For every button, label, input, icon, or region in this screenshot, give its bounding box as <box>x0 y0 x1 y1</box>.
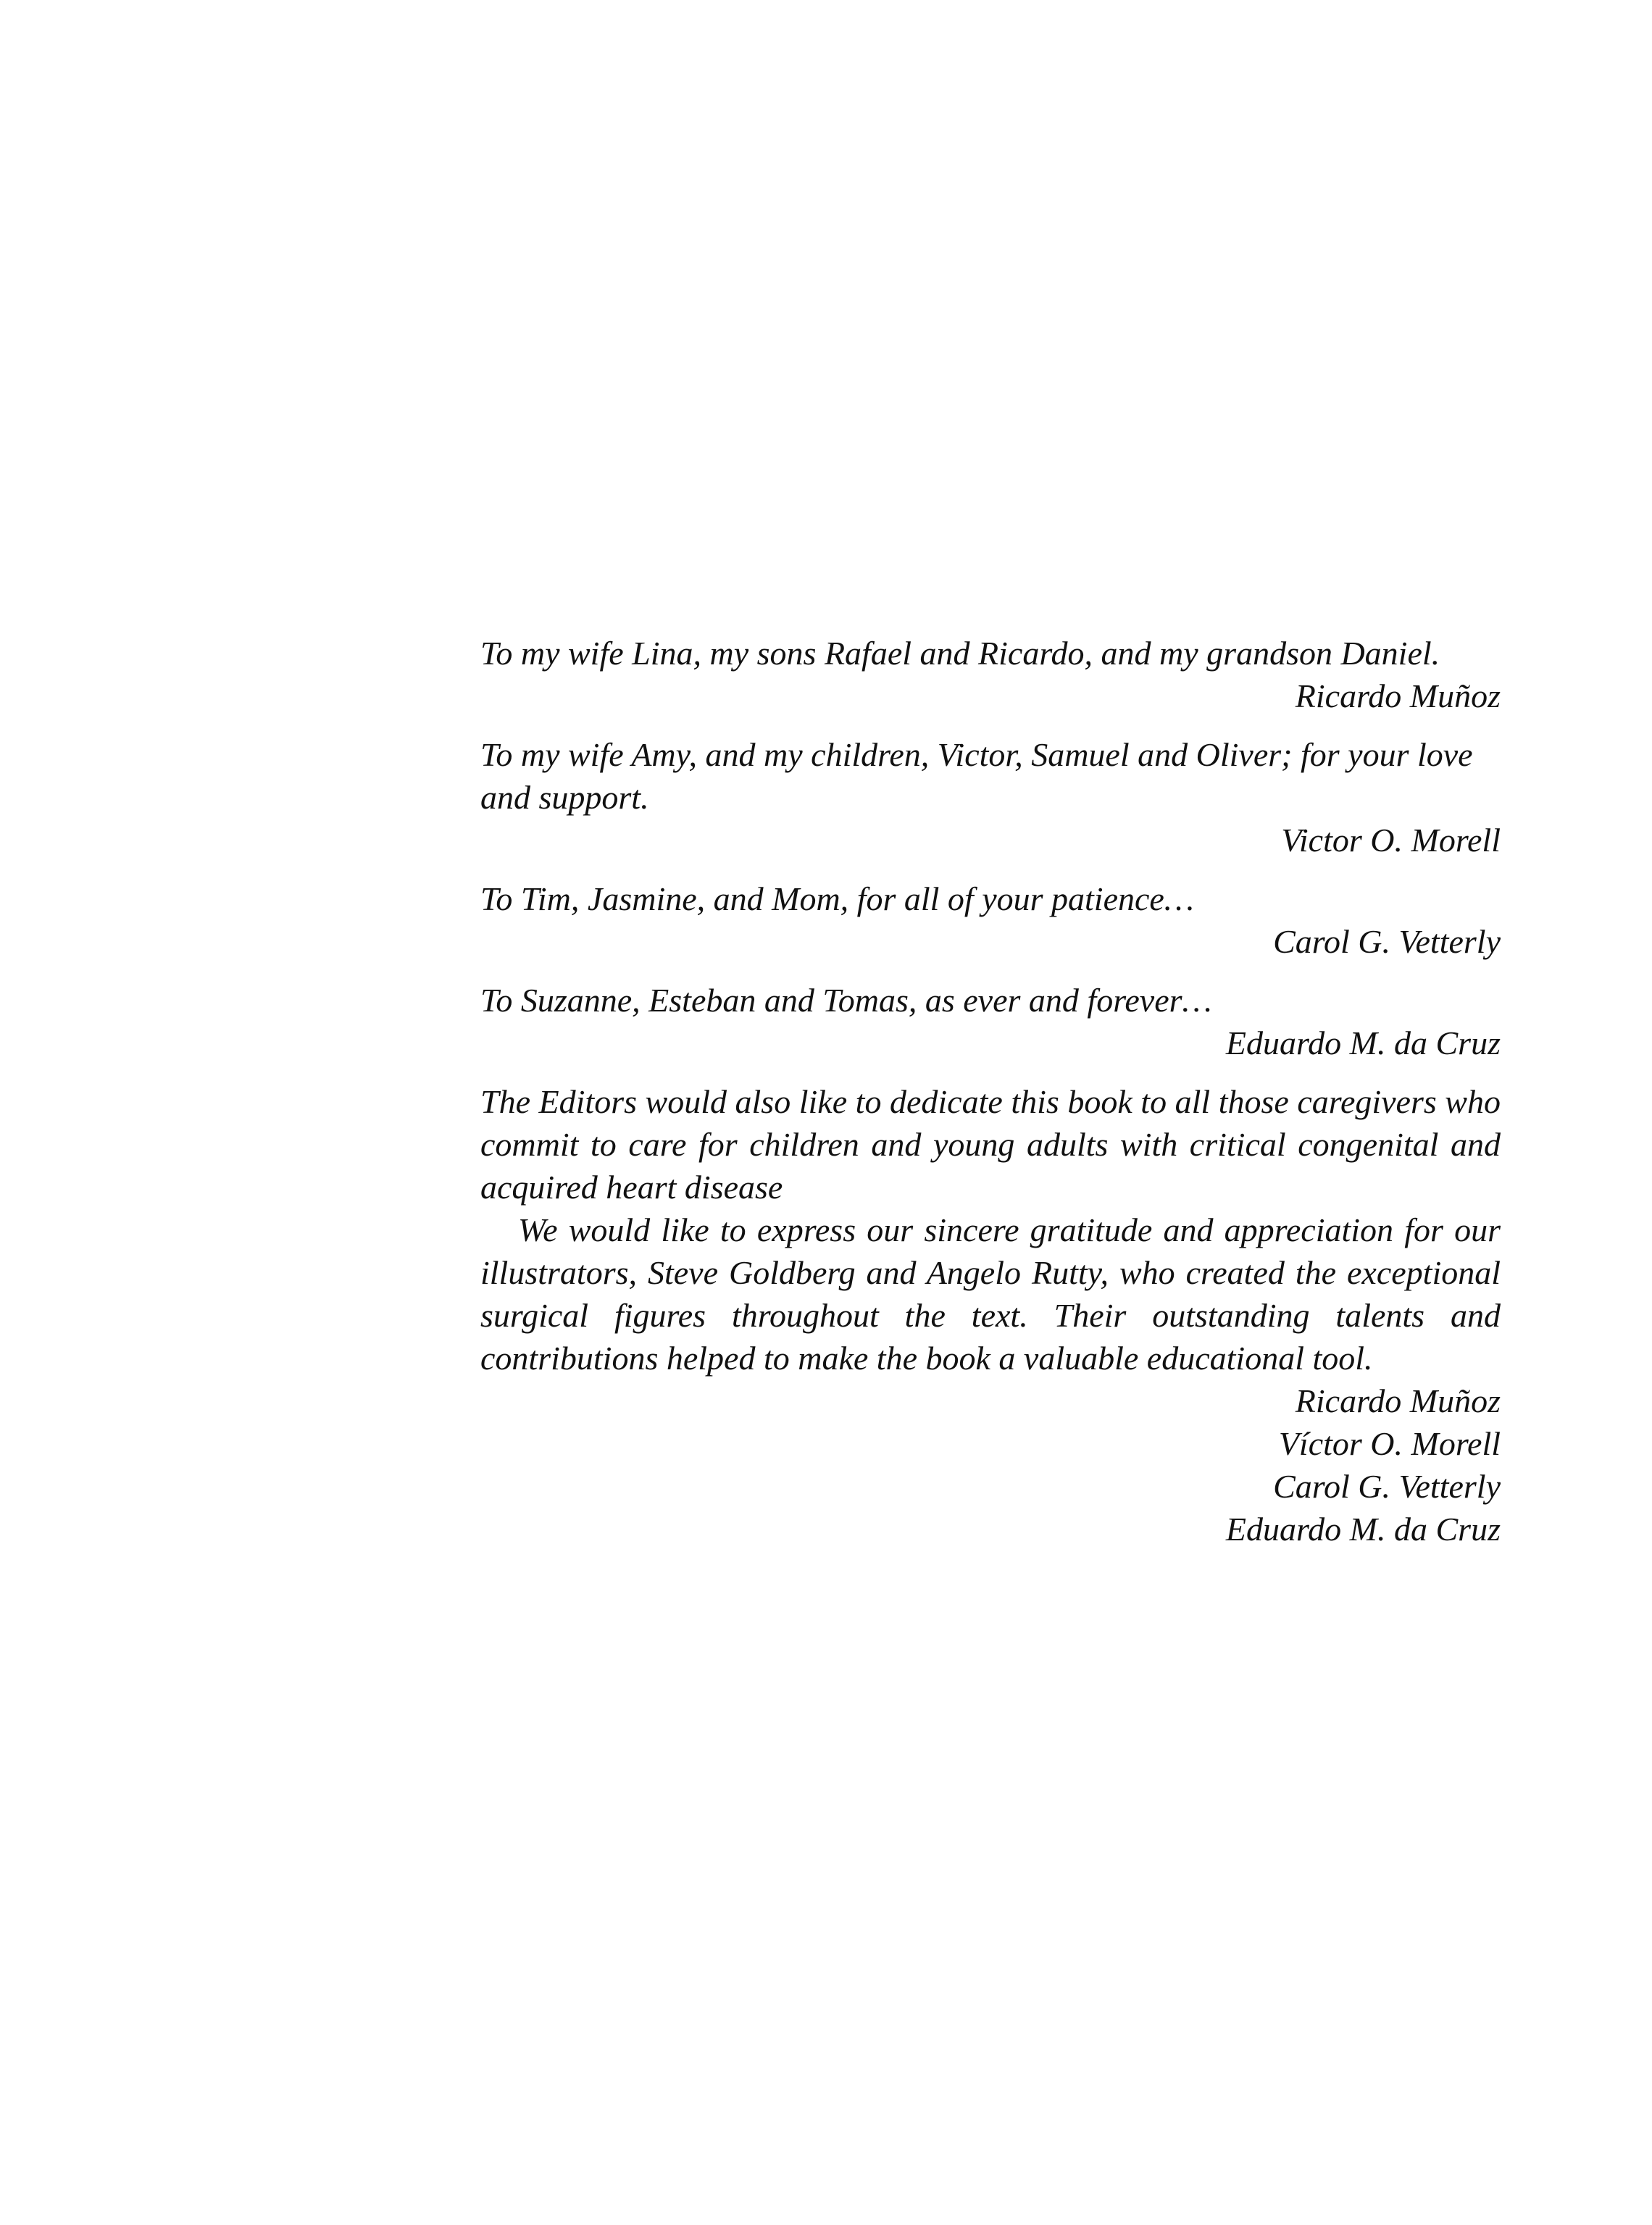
dedication-text: To Tim, Jasmine, and Mom, for all of your patience… <box>480 880 1194 917</box>
editors-signatures <box>480 1379 1501 1550</box>
editors-dedication <box>480 1080 1501 1550</box>
dedication-signature: Victor O. Morell <box>1281 822 1501 859</box>
dedication-block <box>480 632 1501 1566</box>
dedication-signature: Carol G. Vetterly <box>1273 923 1501 960</box>
dedication-entry <box>480 733 1501 861</box>
editor-signature: Víctor O. Morell <box>1278 1425 1501 1462</box>
dedication-entry <box>480 632 1501 717</box>
editor-signature: Carol G. Vetterly <box>1273 1468 1501 1505</box>
dedication-text: To my wife Lina, my sons Rafael and Ricardo, and my grandson Daniel. <box>480 635 1440 672</box>
editors-acknowledgment-paragraph: We would like to express our sincere gratitude and appreciation for our illustrators, Steve Goldberg and Angelo Rutty, who created the exceptional surgical figures throughout the text. Their outstanding talents and contributions helped to make the book a valuable educational tool. <box>480 1211 1501 1377</box>
dedication-text: To Suzanne, Esteban and Tomas, as ever and forever… <box>480 982 1212 1019</box>
editor-signature: Eduardo M. da Cruz <box>1225 1511 1501 1548</box>
editor-signature: Ricardo Muñoz <box>1295 1382 1501 1419</box>
dedication-text: To my wife Amy, and my children, Victor, Samuel and Oliver; for your love and support. <box>480 736 1473 816</box>
dedication-entry <box>480 877 1501 963</box>
dedication-signature: Eduardo M. da Cruz <box>1225 1024 1501 1061</box>
editors-paragraph: The Editors would also like to dedicate this book to all those caregivers who commit to care for children and young adults with critical congenital and acquired heart disease <box>480 1083 1501 1206</box>
dedication-entry <box>480 979 1501 1064</box>
dedication-signature: Ricardo Muñoz <box>1295 677 1501 714</box>
